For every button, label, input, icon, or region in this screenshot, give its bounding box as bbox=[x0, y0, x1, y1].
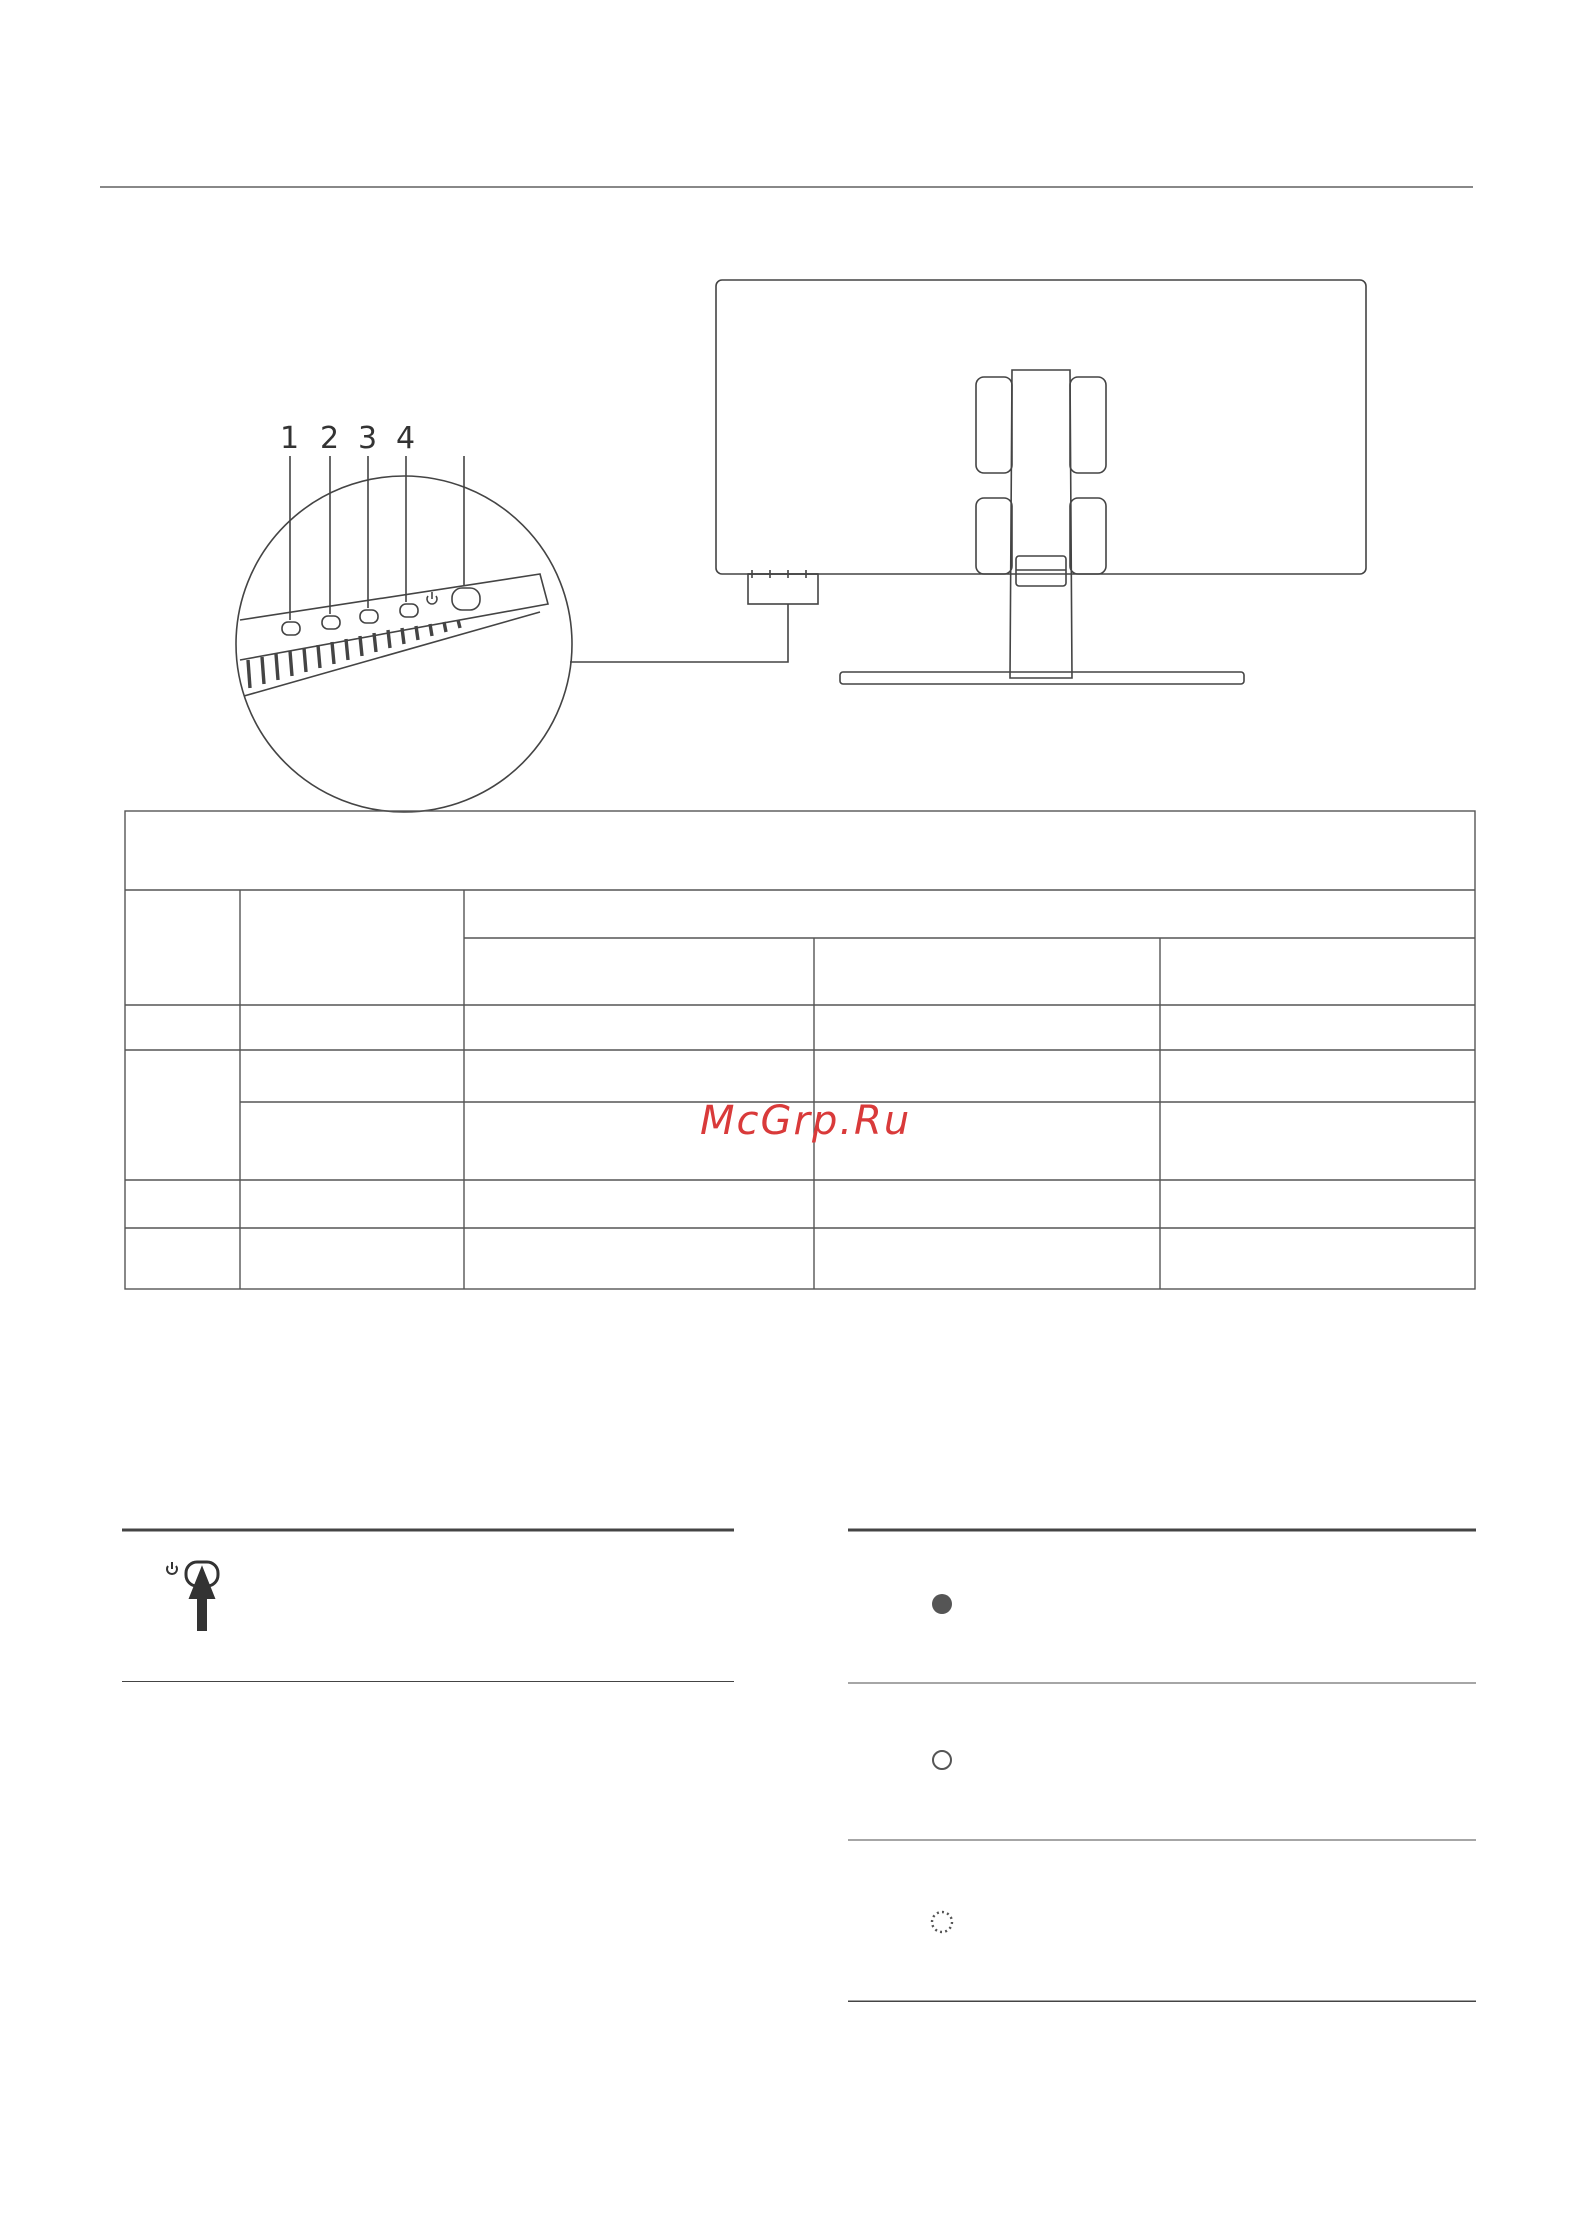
button-4 bbox=[400, 604, 418, 617]
callout-3: 3 bbox=[358, 421, 378, 456]
watermark: McGrp.Ru bbox=[700, 1098, 912, 1144]
power-button-panel bbox=[122, 1520, 734, 1682]
button-2 bbox=[322, 616, 340, 629]
button-3 bbox=[360, 610, 378, 623]
stand-column bbox=[1010, 370, 1072, 678]
stand-handle bbox=[1016, 556, 1066, 586]
dotted-circle-icon bbox=[932, 1912, 952, 1932]
vent-slots bbox=[248, 620, 460, 688]
mount-block-lower-left bbox=[976, 498, 1012, 574]
callout-4: 4 bbox=[396, 421, 416, 456]
button-1 bbox=[282, 622, 300, 635]
mount-block-lower-right bbox=[1070, 498, 1106, 574]
solid-dot-icon bbox=[932, 1594, 952, 1614]
mount-block-upper-left bbox=[976, 377, 1012, 473]
hollow-dot-icon bbox=[933, 1751, 951, 1769]
button-function-table bbox=[124, 810, 1476, 1290]
monitor-back-panel bbox=[716, 280, 1366, 574]
monitor-back-diagram bbox=[0, 0, 1588, 820]
power-button-press-icon bbox=[167, 1562, 218, 1630]
mount-block-upper-right bbox=[1070, 377, 1106, 473]
callout-2: 2 bbox=[320, 421, 340, 456]
control-bump bbox=[748, 574, 818, 604]
indicator-status-panel bbox=[848, 1520, 1476, 2002]
power-button bbox=[452, 588, 480, 610]
zoom-leader-line bbox=[570, 604, 788, 662]
callout-1: 1 bbox=[280, 421, 300, 456]
